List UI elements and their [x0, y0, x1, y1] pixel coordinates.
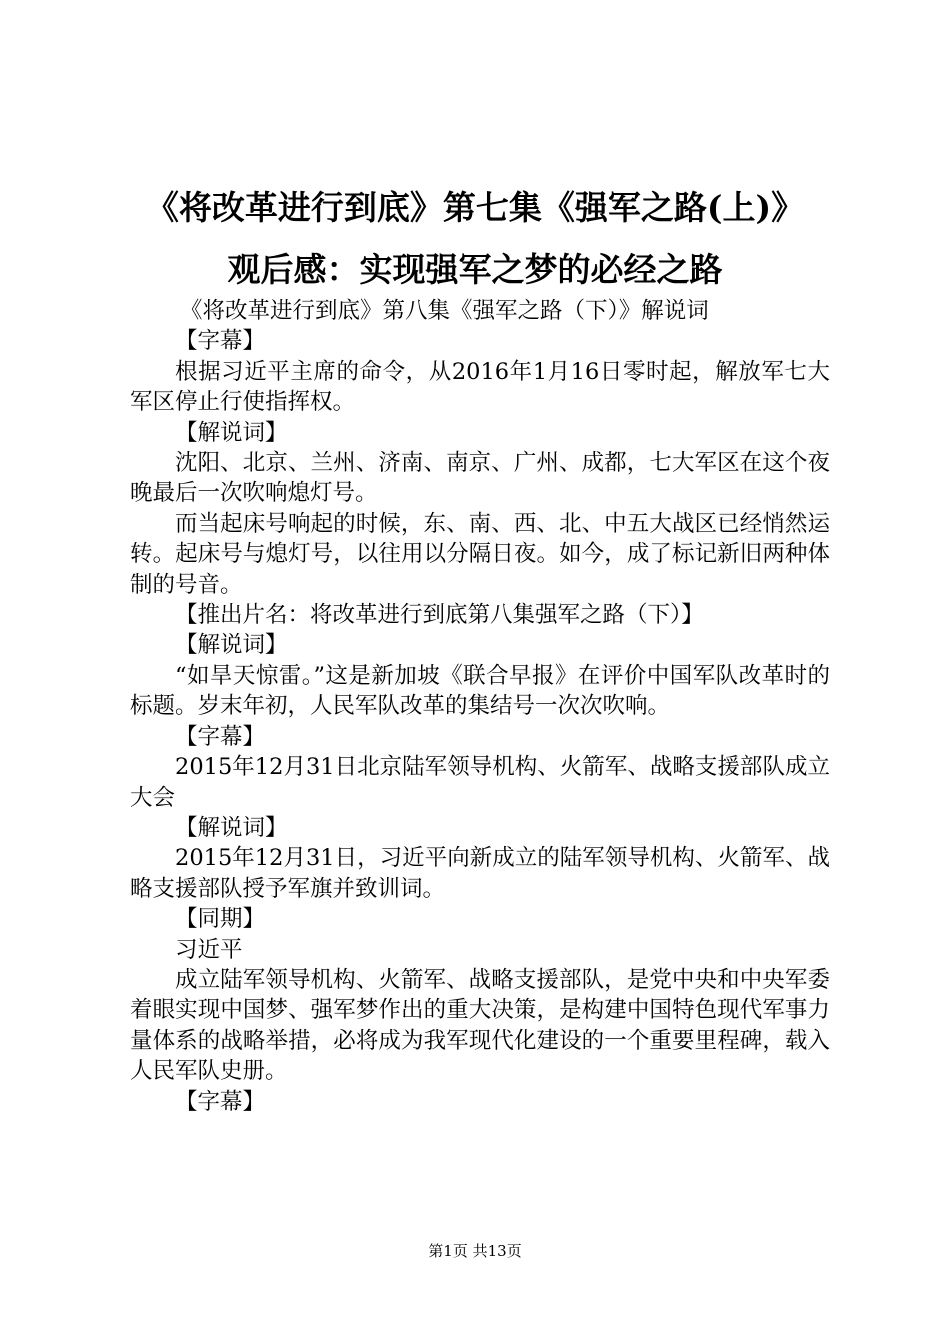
paragraph: 根据习近平主席的命令，从2016年1月16日零时起，解放军七大军区停止行使指挥权。: [130, 358, 830, 416]
document-title-line-1: 《将改革进行到底》第七集《强军之路(上)》: [145, 188, 805, 227]
paragraph: 2015年12月31日北京陆军领导机构、火箭军、战略支援部队成立大会: [130, 754, 830, 811]
section-label: 【解说词】: [175, 419, 288, 446]
paragraph: 成立陆军领导机构、火箭军、战略支援部队，是党中央和中央军委着眼实现中国梦、强军梦作出的重大决策，是构建中国特色现代军事力量体系的战略举措，必将成为我军现代化建设的一个重要里程碑，载入人民军队史册。: [130, 966, 830, 1085]
section-label: 【字幕】: [175, 328, 266, 355]
paragraph: 而当起床号响起的时候，东、南、西、北、中五大战区已经悄然运转。起床号与熄灯号，以往用以分隔日夜。如今，成了标记新旧两种体制的号音。: [130, 510, 830, 598]
paragraph: “如旱天惊雷。”这是新加坡《联合早报》在评价中国军队改革时的标题。岁末年初，人民军队改革的集结号一次次吹响。: [130, 662, 830, 720]
section-label: 【字幕】: [175, 1088, 266, 1115]
document-subtitle: 《将改革进行到底》第八集《强军之路（下）》解说词: [180, 298, 709, 324]
section-label: 【解说词】: [175, 632, 288, 659]
section-label: 【同期】: [175, 906, 266, 933]
speaker-name: 习近平: [175, 936, 243, 963]
paragraph: 2015年12月31日，习近平向新成立的陆军领导机构、火箭军、战略支援部队授予军旗并致训词。: [130, 845, 830, 902]
document-title-line-2: 观后感：实现强军之梦的必经之路: [227, 250, 723, 289]
page-footer: 第1页 共13页: [428, 1242, 522, 1260]
paragraph: 沈阳、北京、兰州、济南、南京、广州、成都，七大军区在这个夜晚最后一次吹响熄灯号。: [130, 450, 830, 507]
section-label: 【解说词】: [175, 814, 288, 841]
section-label: 【字幕】: [175, 723, 266, 750]
document-body: [130, 296, 830, 1117]
section-label: 【推出片名：将改革进行到底第八集强军之路（下）】: [175, 602, 704, 629]
